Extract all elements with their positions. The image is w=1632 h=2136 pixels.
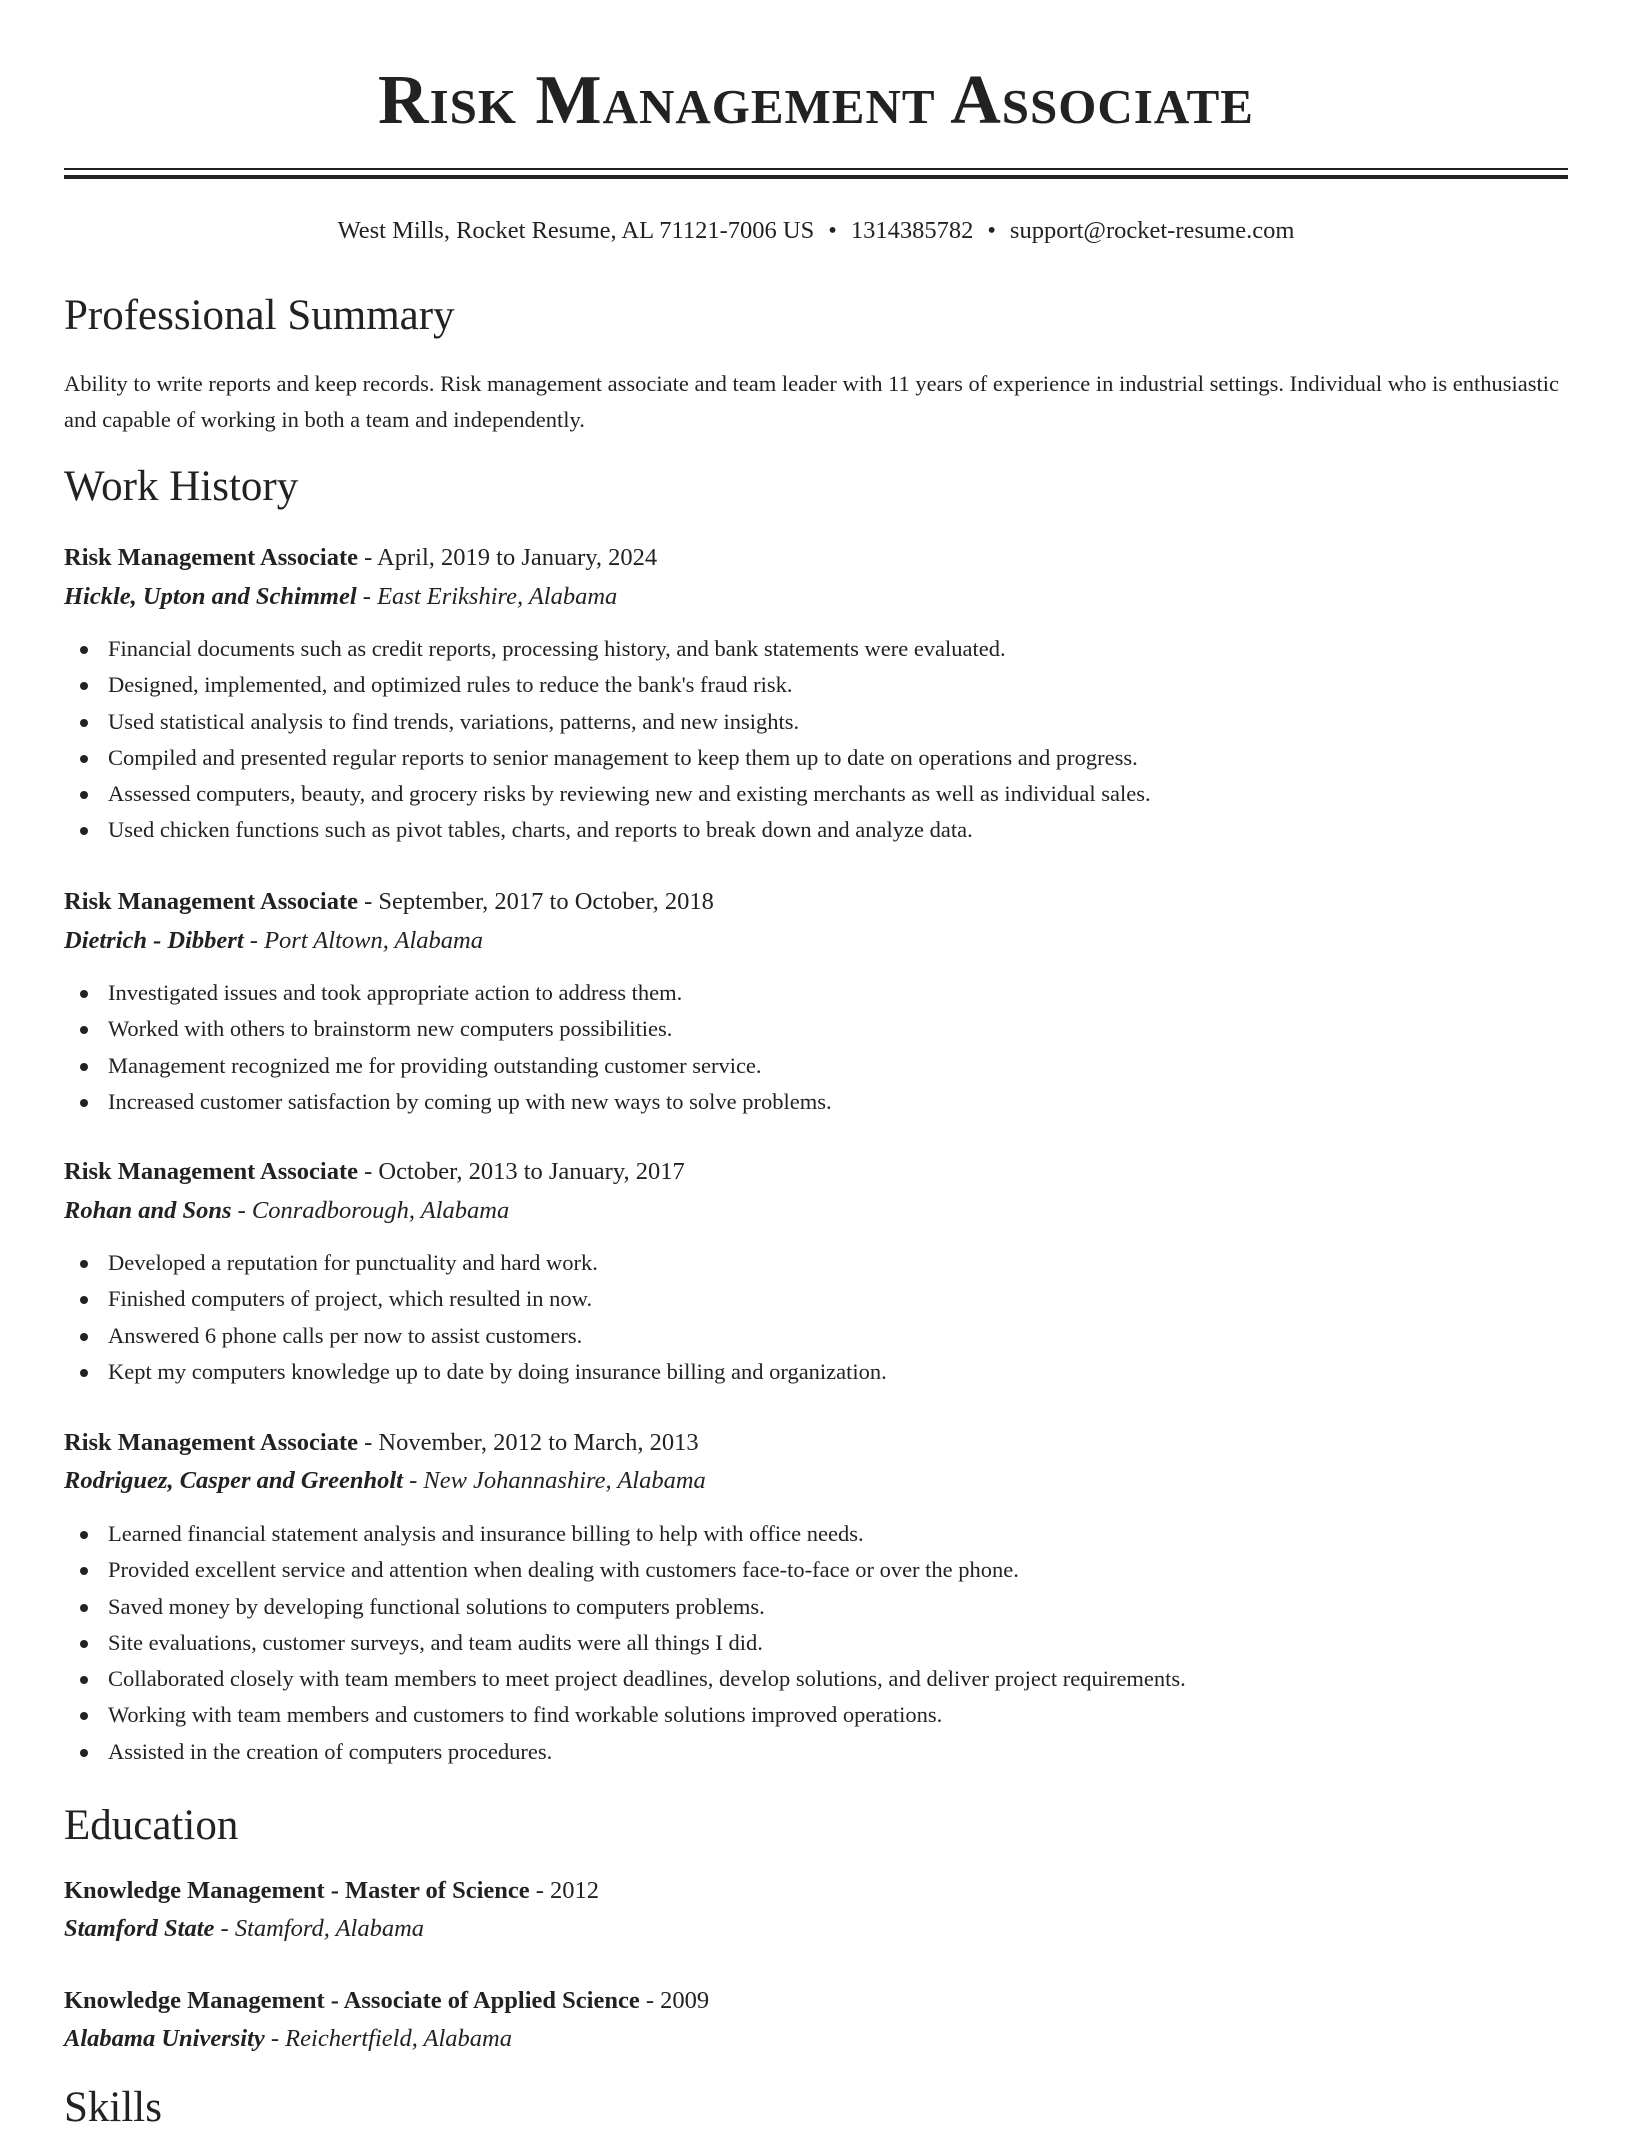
job-bullet: Used chicken functions such as pivot tables, charts, and reports to break down and analyze data.	[64, 812, 1568, 848]
education-location: - Stamford, Alabama	[214, 1915, 425, 1942]
job-bullet: Working with team members and customers to find workable solutions improved operations.	[64, 1697, 1568, 1733]
job-location: - East Erikshire, Alabama	[356, 583, 618, 610]
job-location: - New Johannashire, Alabama	[402, 1467, 706, 1494]
job-title-line	[64, 540, 657, 576]
contact-line	[0, 214, 1632, 248]
contact-address: West Mills, Rocket Resume, AL 71121-7006 US	[337, 217, 815, 244]
job-title-line	[64, 1154, 685, 1190]
education-degree-line	[64, 1873, 599, 1909]
contact-email: support@rocket-resume.com	[1009, 217, 1295, 244]
job-bullet: Learned financial statement analysis and insurance billing to help with office needs.	[64, 1516, 1568, 1552]
job-bullets	[64, 1245, 1568, 1390]
job-bullet: Assisted in the creation of computers procedures.	[64, 1734, 1568, 1770]
work-history-heading: Work History	[64, 463, 299, 510]
job-bullet: Investigated issues and took appropriate action to address them.	[64, 975, 1568, 1011]
summary-heading: Professional Summary	[64, 292, 455, 339]
job-title-line	[64, 1425, 699, 1461]
job-bullet: Worked with others to brainstorm new computers possibilities.	[64, 1011, 1568, 1047]
contact-separator: •	[987, 217, 996, 244]
education-school: Stamford State	[64, 1915, 215, 1942]
job-title: Risk Management Associate	[64, 1429, 358, 1456]
job-bullet: Compiled and presented regular reports to senior management to keep them up to date on operations and progress.	[64, 740, 1568, 776]
summary-text: Ability to write reports and keep records. Risk management associate and team leader with 11 years of experience in industrial settings. Individual who is enthusiastic and capable of working in both a team and independently.	[64, 371, 1559, 432]
job-bullets	[64, 1516, 1568, 1770]
education-year: - 2009	[639, 1987, 710, 2014]
job-bullet: Collaborated closely with team members to meet project deadlines, develop solutions, and deliver project requirements.	[64, 1661, 1568, 1697]
education-degree-line	[64, 1983, 709, 2019]
job-dates: - November, 2012 to March, 2013	[357, 1429, 699, 1456]
job-bullet: Assessed computers, beauty, and grocery risks by reviewing new and existing merchants as well as individual sales.	[64, 776, 1568, 812]
skills-heading: Skills	[64, 2084, 162, 2131]
job-bullet: Designed, implemented, and optimized rules to reduce the bank's fraud risk.	[64, 667, 1568, 703]
job-dates: - October, 2013 to January, 2017	[357, 1158, 685, 1185]
job-company-line	[64, 1193, 509, 1229]
job-dates: - September, 2017 to October, 2018	[357, 888, 714, 915]
title-divider-thick	[64, 175, 1568, 179]
education-school: Alabama University	[64, 2025, 265, 2052]
job-dates: - April, 2019 to January, 2024	[357, 544, 658, 571]
job-company-line	[64, 1463, 706, 1499]
job-bullets	[64, 631, 1568, 849]
job-title-line	[64, 884, 714, 920]
job-bullet: Saved money by developing functional solutions to computers problems.	[64, 1589, 1568, 1625]
resume-title: Risk Management Associate	[378, 62, 1254, 139]
contact-separator: •	[828, 217, 837, 244]
education-year: - 2012	[529, 1877, 600, 1904]
job-title: Risk Management Associate	[64, 1158, 358, 1185]
job-bullets	[64, 975, 1568, 1120]
job-bullet: Site evaluations, customer surveys, and team audits were all things I did.	[64, 1625, 1568, 1661]
job-company: Rodriguez, Casper and Greenholt	[64, 1467, 403, 1494]
job-title: Risk Management Associate	[64, 888, 358, 915]
education-school-line	[64, 2021, 512, 2057]
education-heading: Education	[64, 1802, 239, 1849]
job-bullet: Management recognized me for providing outstanding customer service.	[64, 1048, 1568, 1084]
job-company: Hickle, Upton and Schimmel	[64, 583, 357, 610]
title-divider-thin	[64, 168, 1568, 170]
education-school-line	[64, 1911, 424, 1947]
job-location: - Port Altown, Alabama	[243, 927, 483, 954]
job-bullet: Increased customer satisfaction by coming up with new ways to solve problems.	[64, 1084, 1568, 1120]
job-bullet: Kept my computers knowledge up to date by doing insurance billing and organization.	[64, 1354, 1568, 1390]
contact-phone: 1314385782	[850, 217, 974, 244]
job-company-line	[64, 923, 483, 959]
job-bullet: Developed a reputation for punctuality and hard work.	[64, 1245, 1568, 1281]
job-location: - Conradborough, Alabama	[231, 1197, 510, 1224]
education-degree: Knowledge Management - Associate of Applied Science	[64, 1987, 640, 2014]
education-location: - Reichertfield, Alabama	[264, 2025, 512, 2052]
education-degree: Knowledge Management - Master of Science	[64, 1877, 530, 1904]
job-company-line	[64, 579, 617, 615]
job-company: Dietrich - Dibbert	[64, 927, 244, 954]
job-bullet: Answered 6 phone calls per now to assist customers.	[64, 1318, 1568, 1354]
job-title: Risk Management Associate	[64, 544, 358, 571]
job-company: Rohan and Sons	[64, 1197, 232, 1224]
job-bullet: Financial documents such as credit reports, processing history, and bank statements were evaluated.	[64, 631, 1568, 667]
job-bullet: Used statistical analysis to find trends, variations, patterns, and new insights.	[64, 704, 1568, 740]
job-bullet: Provided excellent service and attention when dealing with customers face-to-face or over the phone.	[64, 1552, 1568, 1588]
job-bullet: Finished computers of project, which resulted in now.	[64, 1281, 1568, 1317]
